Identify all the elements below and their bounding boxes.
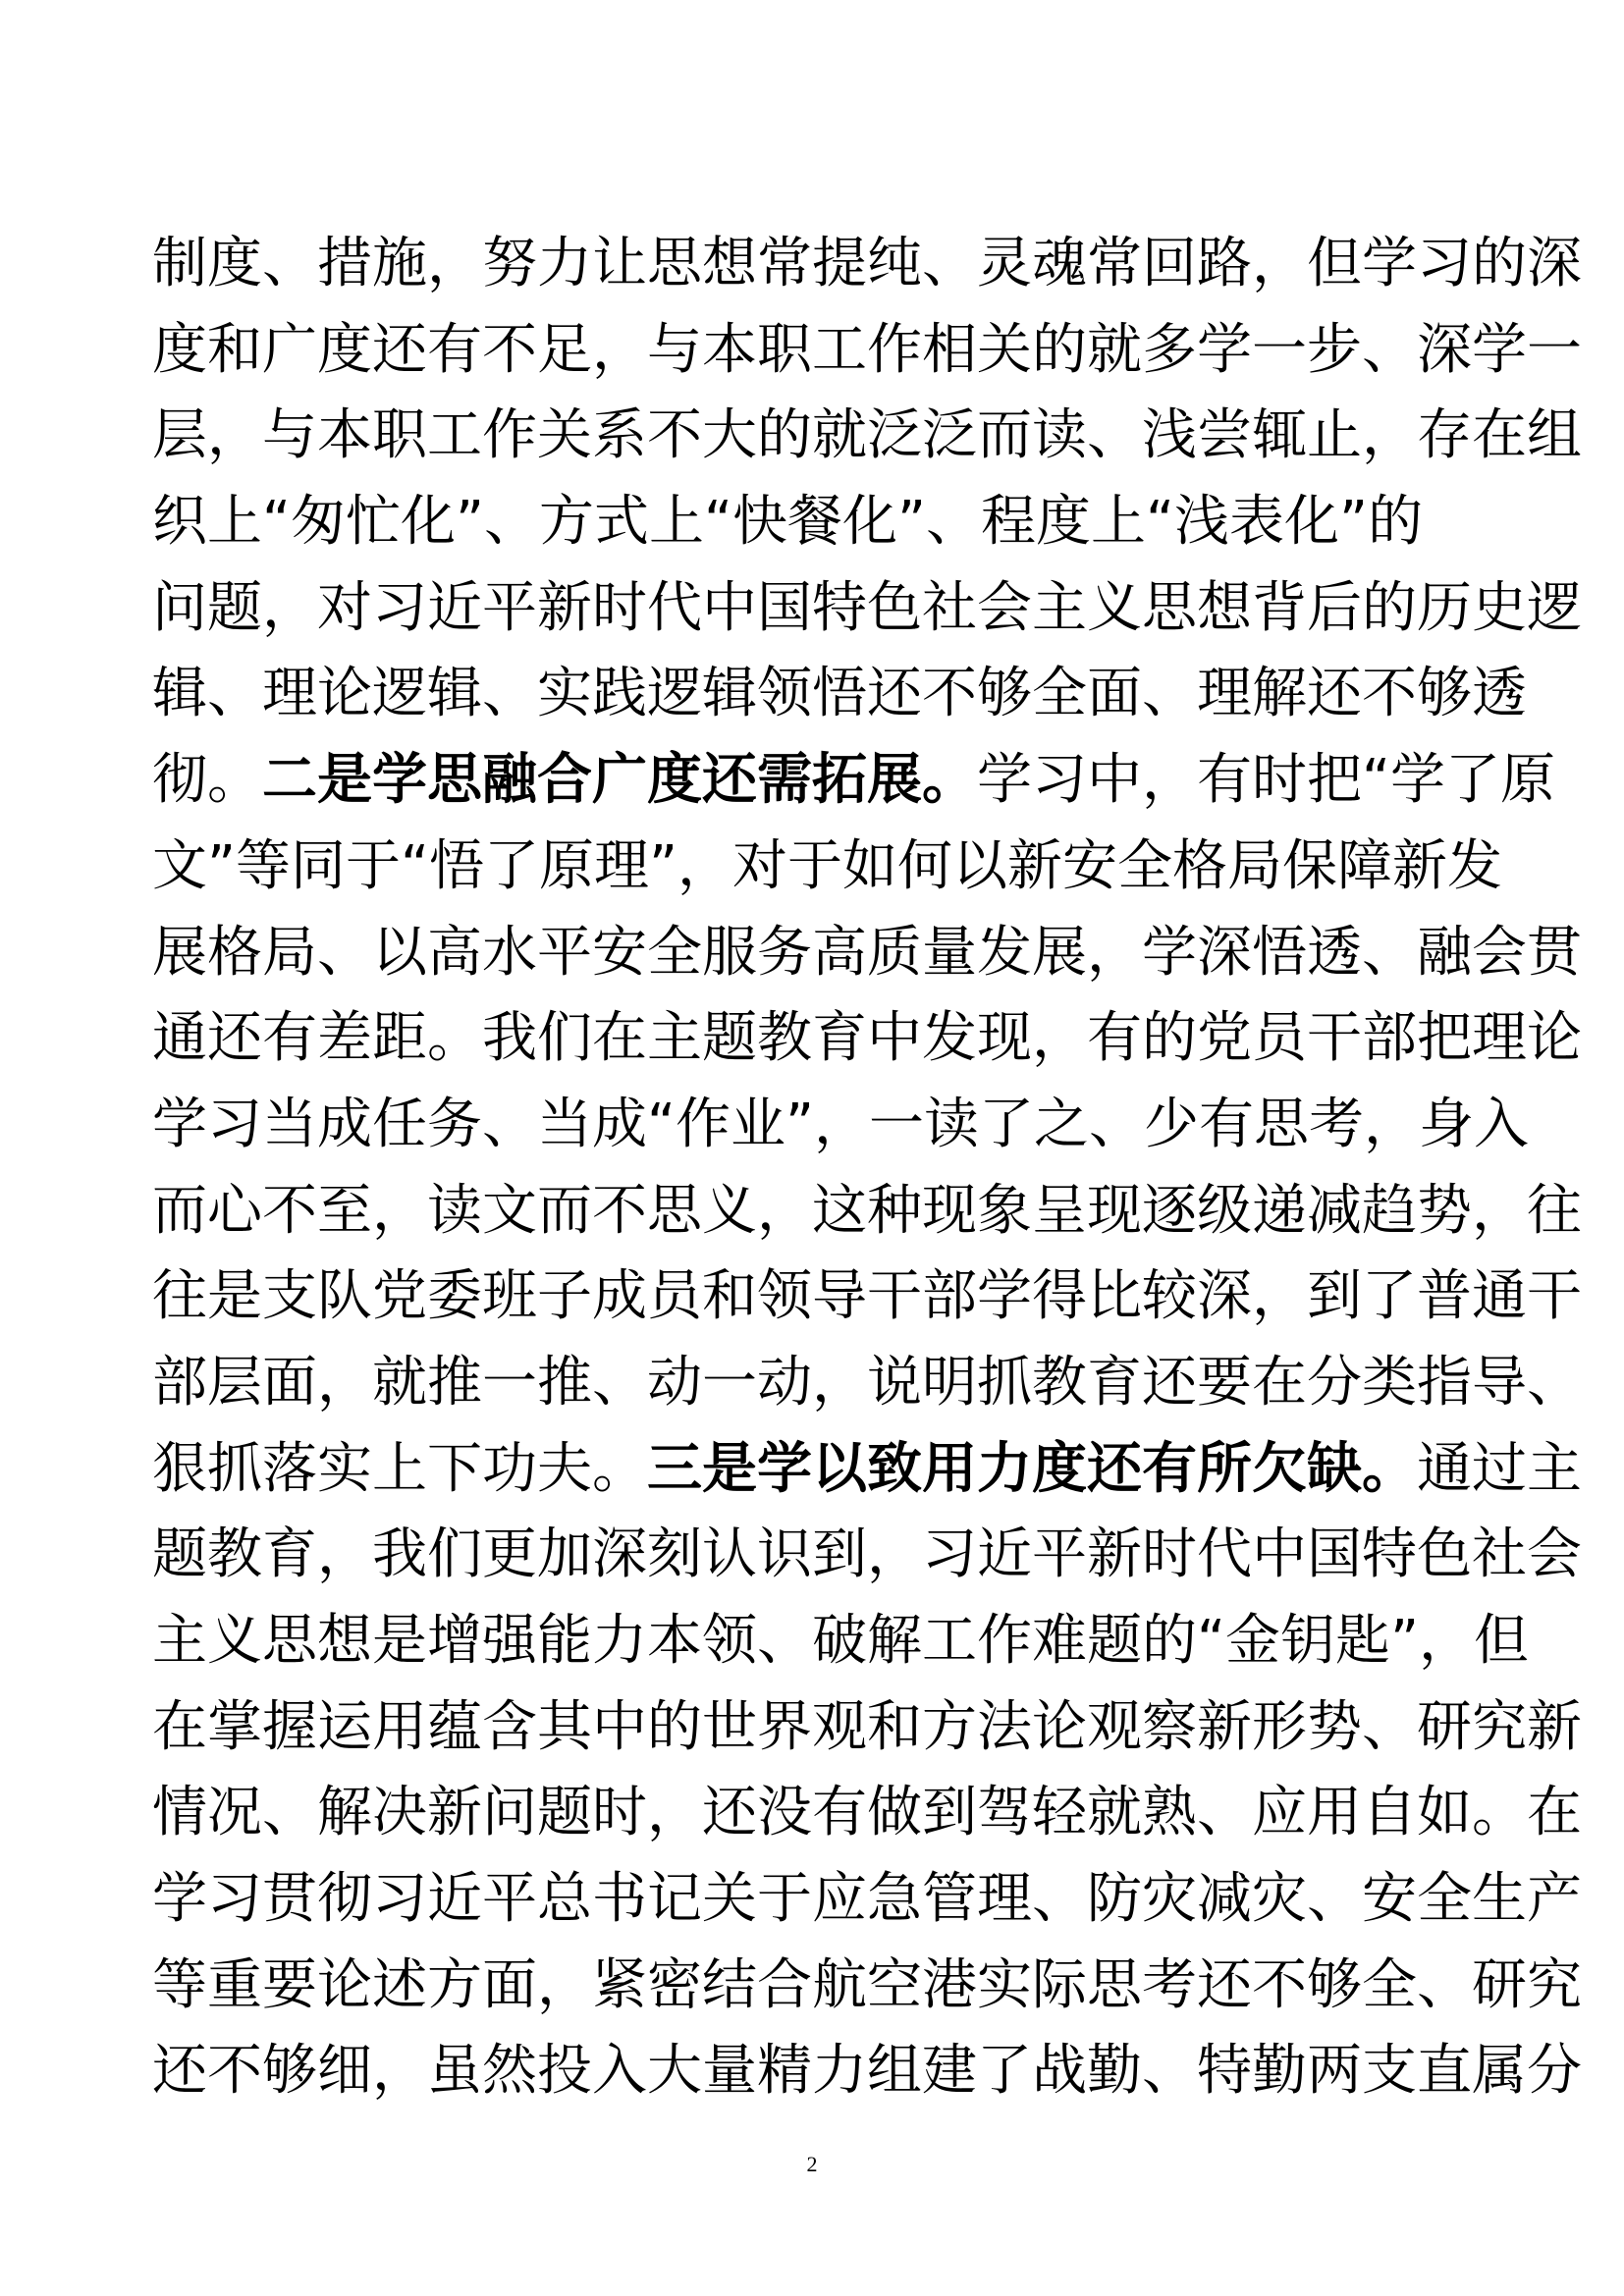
text-line [152, 1856, 1582, 1943]
text-segment: 层，与本职工作关系不大的就泛泛而读、浅尝辄止，存在组 [152, 403, 1582, 468]
text-segment: 部层面，就推一推、动一动，说明抓教育还要在分类指导、 [152, 1350, 1582, 1415]
text-line [152, 479, 1478, 565]
text-line [152, 1254, 1582, 1340]
text-segment: 学习贯彻习近平总书记关于应急管理、防灾减灾、安全生产 [152, 1867, 1582, 1932]
page-number: 2 [806, 2152, 818, 2176]
text-segment: 主义思想是增强能力本领、破解工作难题的“金钥匙”，但 [152, 1609, 1530, 1673]
text-segment: 等重要论述方面，紧密结合航空港实际思考还不够全、研究 [152, 1952, 1582, 2017]
text-line [152, 1770, 1582, 1856]
text-line [152, 307, 1582, 394]
text-segment: 还不够细，虽然投入大量精力组建了战勤、特勤两支直属分 [152, 2039, 1582, 2104]
text-line [152, 1340, 1582, 1426]
text-line [152, 221, 1582, 307]
text-segment: 通过主 [1417, 1436, 1582, 1501]
text-segment: 文”等同于“悟了原理”，对于如何以新安全格局保障新发 [152, 833, 1503, 898]
text-line [152, 1082, 1530, 1168]
text-line [152, 737, 1556, 824]
bold-heading-segment: 二是学思融合广度还需拓展。 [262, 748, 977, 813]
text-segment: 展格局、以高水平安全服务高质量发展，学深悟透、融会贯 [152, 920, 1582, 985]
text-line [152, 1512, 1582, 1598]
text-segment: 问题，对习近平新时代中国特色社会主义思想背后的历史逻 [152, 575, 1582, 640]
text-segment: 辑、理论逻辑、实践逻辑领悟还不够全面、理解还不够透 [152, 662, 1527, 726]
text-line [152, 651, 1527, 737]
text-line [152, 910, 1582, 996]
text-segment: 狠抓落实上下功夫。 [152, 1436, 647, 1501]
text-segment: 题教育，我们更加深刻认识到，习近平新时代中国特色社会 [152, 1522, 1582, 1587]
text-line [152, 565, 1582, 652]
text-segment: 学习中，有时把“学了原 [977, 748, 1556, 813]
text-segment: 度和广度还有不足，与本职工作相关的就多学一步、深学一 [152, 317, 1582, 382]
text-line [152, 1943, 1582, 2029]
text-line [152, 393, 1582, 479]
text-segment: 而心不至，读文而不思义，这种现象呈现逐级递减趋势，往 [152, 1178, 1582, 1243]
text-segment: 往是支队党委班子成员和领导干部学得比较深，到了普通干 [152, 1264, 1582, 1329]
text-line [152, 1168, 1582, 1255]
text-segment: 制度、措施，努力让思想常提纯、灵魂常回路，但学习的深 [152, 232, 1582, 295]
text-line [152, 995, 1582, 1082]
text-segment: 在掌握运用蕴含其中的世界观和方法论观察新形势、研究新 [152, 1694, 1582, 1759]
text-line [152, 1684, 1582, 1771]
text-segment: 彻。 [152, 748, 262, 813]
text-segment: 情况、解决新问题时，还没有做到驾轻就熟、应用自如。在 [152, 1781, 1582, 1845]
text-segment: 织上“匆忙化”、方式上“快餐化”、程度上“浅表化”的 [152, 490, 1424, 555]
text-line [152, 824, 1503, 910]
body-paragraph [152, 221, 1582, 2114]
bold-heading-segment: 三是学以致用力度还有所欠缺。 [647, 1436, 1417, 1501]
text-segment: 通还有差距。我们在主题教育中发现，有的党员干部把理论 [152, 1006, 1582, 1071]
text-line [152, 1598, 1530, 1684]
text-segment: 学习当成任务、当成“作业”，一读了之、少有思考，身入 [152, 1092, 1530, 1156]
text-line [152, 1426, 1582, 1513]
text-line [152, 2028, 1582, 2114]
